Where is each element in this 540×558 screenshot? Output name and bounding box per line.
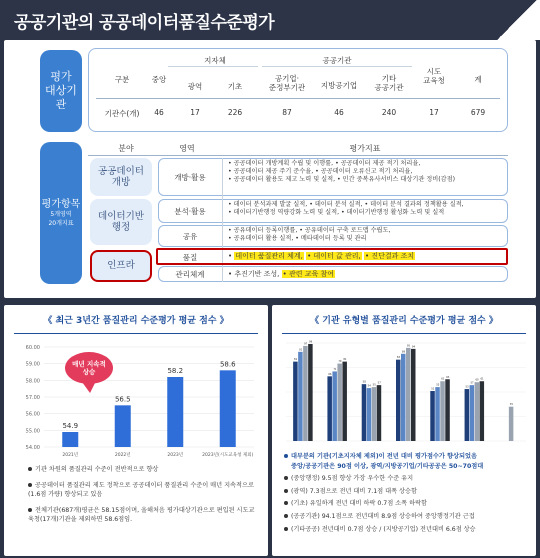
- data-label: 58.2: [167, 367, 184, 375]
- note-text: (기타공공) 전년대비 0.7점 상승 / (지방공기업) 전년대비 6.6점 상승: [291, 525, 476, 533]
- page-title: 공공기관의 공공데이터품질수준평가: [14, 13, 275, 33]
- items-sub-areas: 5개영역: [50, 211, 72, 219]
- bar: [115, 405, 131, 447]
- avg-score-notes: [28, 465, 260, 525]
- bullet-dot: [28, 508, 32, 512]
- data-label: 83: [396, 356, 401, 360]
- domain-analysis-use: 분석·활용: [174, 206, 206, 216]
- bar: [396, 360, 401, 441]
- row-label-count: 기관수(개): [104, 109, 140, 118]
- data-label: 61: [480, 377, 484, 381]
- data-label: 81: [343, 358, 347, 362]
- col-header-gubun: 구분: [114, 75, 130, 84]
- indicator-line: • 데이터기반행정 역량강화 노력 및 실적, • 데이터기반행정 활성화 노력 및 실적: [228, 209, 445, 217]
- indicator-foundation: • 추진기반 조성,: [228, 270, 280, 278]
- items-section-label: [40, 142, 82, 284]
- y-tick-label: 55.00: [25, 428, 40, 435]
- data-label: 54: [367, 384, 371, 388]
- bar: [445, 379, 450, 441]
- note-text: (공공기관) 94.1점으로 전년대비 8.9점 상승하여 중앙행정기관 근접: [291, 513, 475, 521]
- note-item: [284, 462, 530, 472]
- value-basic: 226: [227, 108, 243, 117]
- note-item: [28, 481, 260, 500]
- bar: [298, 352, 303, 441]
- bar: [411, 349, 416, 441]
- bar: [480, 381, 485, 441]
- indicator-line: • 공공데이터 활용도 제고 노력 및 실적, • 민간 중복유사서비스 대상기관 정비(감점): [228, 176, 455, 184]
- indicators-quality: [228, 251, 415, 261]
- header-corner-decoration: [494, 0, 540, 40]
- value-central: 46: [154, 108, 164, 117]
- note-item: [28, 465, 260, 475]
- data-label: 81: [294, 358, 298, 362]
- data-label: 97: [304, 342, 308, 346]
- col-header-domain: 영역: [179, 144, 195, 153]
- data-label: 56.5: [114, 395, 131, 404]
- type-score-notes: [284, 452, 530, 534]
- col-header-other-pub: 기타 공공기관: [374, 74, 404, 92]
- domain-quality: 품질: [182, 252, 198, 262]
- col-header-public: 공공기관: [322, 56, 352, 65]
- domain-share: 공유: [182, 231, 198, 241]
- bar: [332, 371, 337, 441]
- target-section-label: [40, 50, 82, 132]
- col-header-indicator: 평가지표: [349, 144, 381, 153]
- avg-score-chart: [4, 335, 268, 470]
- data-label: 89: [401, 350, 406, 354]
- bullet-dot: [284, 489, 288, 493]
- data-label: 58: [362, 380, 366, 384]
- indicator-bullet: •: [228, 252, 233, 260]
- col-header-local: 지자체: [204, 56, 226, 65]
- indicator-line: • 공공데이터 제공 주기 준수율, • 공공데이터 오류신고 적기 처리율,: [228, 168, 413, 176]
- bar: [377, 385, 382, 441]
- note-item: [284, 474, 530, 484]
- type-score-chart: [272, 337, 536, 447]
- value-local-pub: 46: [334, 108, 344, 117]
- bar: [308, 344, 313, 441]
- indicator-quality-system: 데이터 품질관리 체계,: [235, 252, 303, 260]
- bullet-dot: [284, 527, 288, 531]
- category-data-admin-label: 데이터기반 행정: [98, 210, 144, 233]
- type-score-panel: [272, 305, 536, 556]
- note-text: 공공데이터 품질관리 제도 정착으로 공공데이터 품질관리 수준이 매년 지속적으로(1.6점 가량) 향상되고 있음: [28, 481, 254, 499]
- bar: [475, 382, 480, 441]
- indicator-education: • 관련 교육 참여: [282, 270, 335, 278]
- title-underline: [14, 333, 258, 334]
- bar: [435, 387, 440, 441]
- bar: [342, 362, 347, 441]
- value-edu: 17: [429, 108, 439, 117]
- note-text: 전체기관(687개)평균은 58.15점이며, 올해처음 평가대상기관으로 편입된 시도교육청(17개)기관을 제외하면 58.6점임.: [28, 506, 255, 524]
- avg-score-panel: [4, 305, 268, 556]
- category-open-data: [90, 158, 152, 196]
- domain-open-use: 개방·활용: [174, 172, 206, 182]
- y-tick-label: 58.00: [25, 378, 40, 385]
- note-text: (중앙행정) 9.5점 향상 가장 우수한 수준 유지: [291, 475, 414, 483]
- items-sub-indicators: 20개지표: [48, 219, 74, 227]
- indicators-share: [228, 227, 506, 243]
- data-label: 95: [406, 344, 411, 348]
- value-metro: 17: [190, 108, 200, 117]
- bar: [465, 389, 470, 441]
- col-header-pub-quasi: 공기업· 준정부기관: [268, 74, 306, 92]
- bar: [470, 385, 475, 441]
- data-label: 55: [436, 383, 440, 387]
- indicator-line: • 데이터 분석과제 발굴 실적, • 데이터 분석 실적, • 데이터 분석 결과의 정책활용 실적,: [228, 201, 464, 208]
- note-text: 기관 차원의 품질관리 수준이 전반적으로 향상: [35, 466, 159, 473]
- divider: [96, 98, 500, 99]
- note-text: (광역) 7.3점으로 전년 대비 7.1점 대폭 상승함: [291, 487, 417, 495]
- note-text: (기초) 유일하게 전년 대비 하락 0.7점 소폭 하락함: [291, 500, 428, 508]
- indicator-diagnosis-action: • 진단결과 조치: [365, 252, 415, 260]
- data-label: 35: [509, 403, 513, 407]
- domain-mgmt: 관리체계: [175, 269, 205, 279]
- divider: [262, 66, 412, 67]
- bar: [401, 354, 406, 441]
- page-header: [0, 0, 540, 40]
- bullet-dot: [284, 476, 288, 480]
- bar: [303, 346, 308, 441]
- col-header-local-pub: 지방공기업: [320, 81, 358, 90]
- bar: [362, 384, 367, 441]
- note-item: [284, 499, 530, 509]
- bullet-dot: [284, 454, 288, 458]
- indicators-open: [228, 160, 506, 184]
- trend-bubble-text: 매년 지속적: [72, 360, 106, 368]
- category-open-data-label: 공공데이터 개방: [98, 165, 144, 188]
- bar: [440, 381, 445, 441]
- category-infra: [90, 250, 152, 282]
- bullet-dot: [28, 467, 32, 471]
- bar: [62, 432, 78, 447]
- x-tick-label: 2023년(시도교육청 제외): [202, 453, 254, 458]
- data-label: 57: [377, 381, 381, 385]
- data-label: 55: [372, 383, 376, 387]
- indicators-analysis: [228, 201, 506, 217]
- note-item: [284, 487, 530, 497]
- data-label: 94: [411, 345, 416, 349]
- data-label: 99: [309, 340, 313, 344]
- bar: [406, 348, 411, 441]
- x-tick-label: 2021년: [62, 453, 79, 458]
- y-tick-label: 59.00: [25, 361, 40, 368]
- x-tick-label: 2023년: [167, 453, 184, 458]
- type-score-title: 《 기관 유형별 품질관리 수준평가 평균 점수 》: [310, 316, 498, 326]
- value-pub-quasi: 87: [282, 108, 292, 117]
- bar: [167, 377, 183, 447]
- data-label: 53: [465, 385, 469, 389]
- indicator-line: • 공공데이터 개방계획 수립 및 이행률, • 공공데이터 제공 적기 처리율,: [228, 160, 421, 167]
- data-label: 58.6: [219, 360, 236, 369]
- data-label: 60: [475, 378, 479, 382]
- note-item: [28, 506, 260, 525]
- note-item: [284, 512, 530, 522]
- divider: [88, 155, 508, 156]
- trend-bubble-tail: [82, 381, 96, 393]
- note-text: 중앙/공공기관은 90점 이상, 광역/지방공기업/기타공공은 50~70점대: [291, 462, 484, 470]
- note-text: 대부분의 기관(기초지자체 제외)이 전년 대비 평가점수가 향상되었음: [291, 453, 477, 460]
- category-infra-label: 인프라: [107, 260, 135, 272]
- value-total: 679: [470, 108, 486, 117]
- bullet-dot: [28, 483, 32, 487]
- data-label: 61: [441, 377, 445, 381]
- indicator-line: • 공유데이터 등록이행률, • 공유데이터 구축 로드맵 수립도,: [228, 227, 391, 234]
- bar: [430, 391, 435, 441]
- y-tick-label: 57.00: [25, 395, 40, 401]
- bar: [327, 376, 332, 441]
- data-label: 63: [446, 375, 450, 379]
- indicators-mgmt: [228, 269, 335, 279]
- col-header-area: 분야: [118, 144, 134, 153]
- data-label: 51: [431, 387, 435, 391]
- data-label: 54.9: [62, 422, 79, 430]
- divider: [168, 66, 258, 67]
- y-tick-label: 60.00: [25, 345, 40, 351]
- items-label-text: 평가항목: [41, 199, 81, 211]
- bar: [372, 387, 377, 441]
- y-tick-label: 54.00: [25, 445, 40, 451]
- title-underline: [282, 333, 526, 334]
- indicator-line: • 공유데이터 활용 실적, • 메타데이터 등록 및 관리: [228, 235, 367, 243]
- data-label: 66: [328, 372, 332, 376]
- data-label: 57: [470, 381, 474, 385]
- note-item: [284, 525, 530, 535]
- trend-bubble-text: 상승: [82, 368, 96, 376]
- data-label: 71: [333, 367, 337, 371]
- note-item: [284, 452, 530, 462]
- col-header-basic: 기초: [227, 82, 243, 91]
- value-other-pub: 240: [381, 108, 397, 117]
- bar: [367, 388, 372, 441]
- x-tick-label: 2022년: [114, 453, 131, 458]
- bullet-dot: [284, 514, 288, 518]
- col-header-metro: 광역: [187, 82, 203, 91]
- bullet-dot: [284, 501, 288, 505]
- bar: [509, 407, 514, 441]
- indicator-data-value: • 데이터 값 관리,: [307, 252, 361, 260]
- bar: [337, 364, 342, 441]
- col-header-central: 중앙: [151, 75, 167, 84]
- data-label: 91: [299, 348, 303, 352]
- y-tick-label: 56.00: [25, 411, 40, 418]
- col-header-total: 계: [474, 75, 482, 84]
- avg-score-title: 《 최근 3년간 품질관리 수준평가 평균 점수 》: [43, 316, 229, 326]
- category-data-admin: [90, 199, 152, 245]
- bar: [293, 362, 298, 441]
- bar: [220, 370, 236, 447]
- target-label-text: 평가 대상기관: [45, 69, 77, 112]
- data-label: 79: [338, 360, 342, 364]
- col-header-edu: 시도 교육청: [423, 67, 445, 85]
